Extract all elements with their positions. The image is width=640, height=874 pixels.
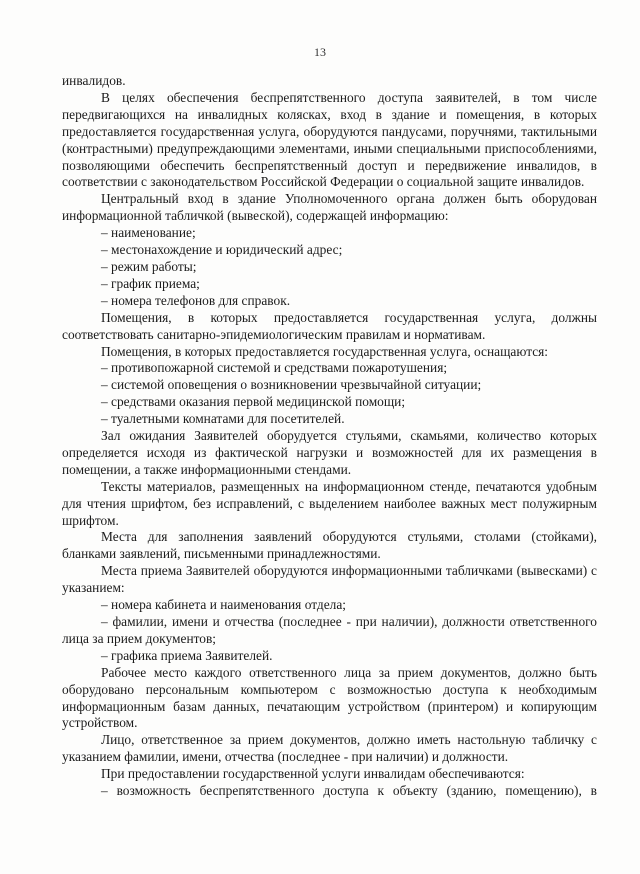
document-body: [62, 73, 597, 800]
list-item: – графика приема Заявителей.: [101, 647, 273, 663]
paragraph-sanitary: Помещения, в которых предоставляется государственная услуга, должны соответствовать санитарно-эпидемиологическим правилам и нормативам.: [62, 309, 597, 342]
paragraph-stand-texts: Тексты материалов, размещенных на информационном стенде, печатаются удобным для чтения шрифтом, без исправлений, с выделением наиболее важных мест полужирным шрифтом.: [62, 478, 597, 528]
paragraph-cutoff-line: – возможность беспрепятственного доступа к объекту (зданию, помещению), в: [101, 783, 597, 799]
list-item: – режим работы;: [101, 258, 197, 274]
paragraph-continuation: инвалидов.: [62, 73, 126, 88]
page-number: 13: [314, 45, 326, 59]
list-item: – средствами оказания первой медицинской помощи;: [101, 394, 406, 410]
paragraph-name-plate: Лицо, ответственное за прием документов, должно иметь настольную табличку с указанием фамилии, имени, отчества (последнее - при наличии) и должности.: [62, 732, 597, 765]
paragraph-reception-signs: Места приема Заявителей оборудуются информационными табличками (вывесками) с указанием:: [62, 563, 597, 596]
list-item: – наименование;: [101, 225, 196, 241]
paragraph-workplace: Рабочее место каждого ответственного лица за прием документов, должно быть оборудовано персональным компьютером с возможностью доступа к необходимым информационным базам данных, печатающим устройством (принтером) и копирующим устройством.: [62, 664, 597, 731]
list-item: – системой оповещения о возникновении чрезвычайной ситуации;: [101, 377, 482, 393]
list-item: – местонахождение и юридический адрес;: [101, 242, 343, 258]
paragraph-entrance-sign: Центральный вход в здание Уполномоченного органа должен быть оборудован информационной табличкой (вывеской), содержащей информацию:: [62, 191, 597, 224]
list-item-wrapped: – фамилии, имени и отчества (последнее - при наличии), должности ответственного лица за прием документов;: [62, 614, 597, 646]
list-item: – противопожарной системой и средствами пожаротушения;: [101, 360, 448, 376]
paragraph-accessibility: В целях обеспечения беспрепятственного доступа заявителей, в том числе передвигающихся на инвалидных колясках, вход в здание и помещения, в которых предоставляется государственная услуга, оборудуются пандусами, поручнями, тактильными (контрастными) предупреждающими элементами, иными специальными приспособлениями, позволяющими обеспечить беспрепятственный доступ и передвижение инвалидов, в соответствии с законодательством Российской Федерации о социальной защите инвалидов.: [62, 89, 597, 190]
list-item: – туалетными комнатами для посетителей.: [101, 411, 345, 427]
list-item: – график приема;: [101, 275, 200, 291]
paragraph-forms-area: Места для заполнения заявлений оборудуются стульями, столами (стойками), бланками заявлений, письменными принадлежностями.: [62, 529, 597, 562]
list-item: – номера кабинета и наименования отдела;: [101, 597, 346, 613]
paragraph-disabled-provisions: При предоставлении государственной услуги инвалидам обеспечиваются:: [101, 766, 525, 782]
paragraph-waiting-hall: Зал ожидания Заявителей оборудуется стульями, скамьями, количество которых определяется исходя из фактической нагрузки и возможностей для их размещения в помещении, а также информационными стендами.: [62, 428, 597, 477]
paragraph-equipment: Помещения, в которых предоставляется государственная услуга, оснащаются:: [101, 343, 549, 359]
list-item: – номера телефонов для справок.: [101, 292, 291, 308]
